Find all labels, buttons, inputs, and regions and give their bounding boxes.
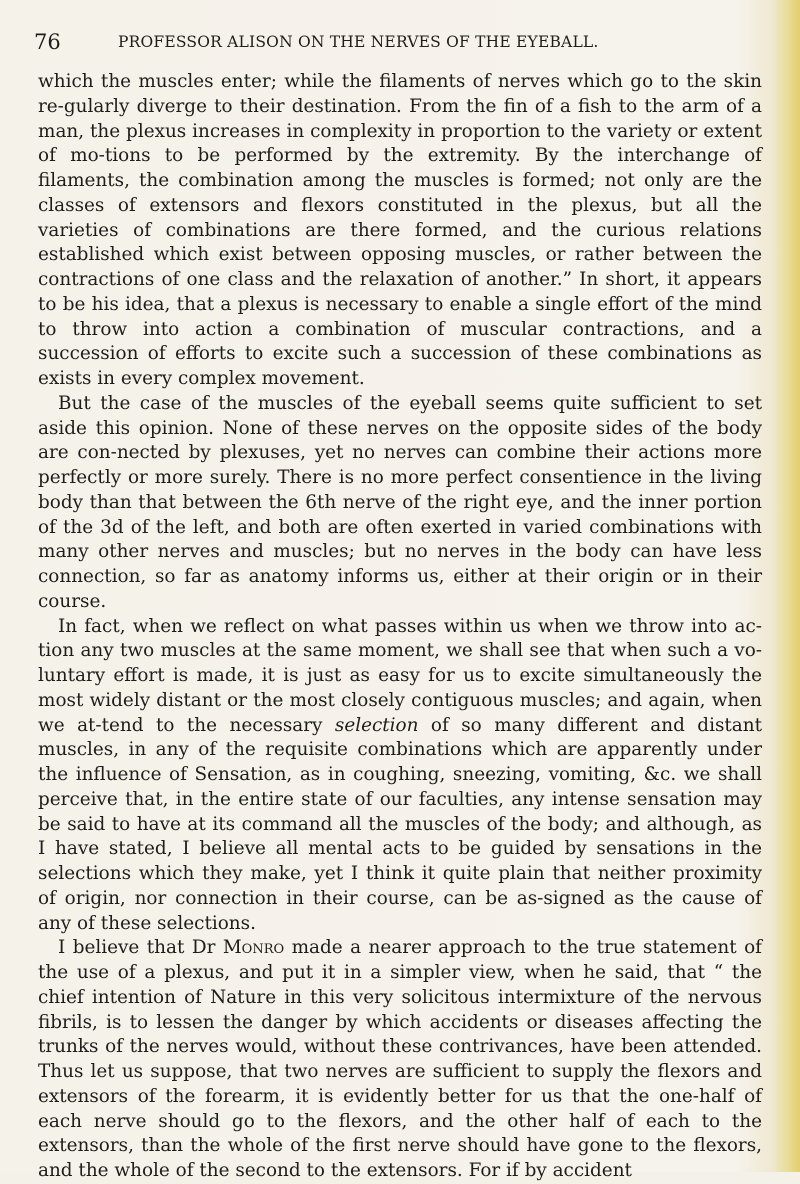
italic-selection: selection (334, 714, 419, 736)
paragraph-4-text-a: I believe that Dr (58, 937, 223, 959)
name-monro: Monro (222, 937, 285, 959)
paragraph-3-text-a: In fact, when we reflect on what passes within us when we throw into ac-tion any two muscles at the same moment, we shall see that when such a vo-luntary effort is made, it is just as easy for us to excite simultaneously the most widely distant or the most closely contiguous muscles; and again, when we at-tend to the necessary (38, 615, 762, 736)
page-number: 76 (34, 30, 61, 54)
page-edge-stain (772, 0, 800, 1172)
body-text (38, 70, 762, 1184)
page-header (34, 30, 774, 54)
paragraph-4 (38, 936, 762, 1184)
paragraph-3-text-b: of so many different and distant muscles, in any of the requisite combinations which are apparently under the influence of Sensation, as in coughing, sneezing, vomiting, &c. we shall perceive that, in the entire state of our faculties, any intense sensation may be said to have at its command all the muscles of the body; and although, as I have stated, I believe all mental acts to be guided by sensations in the selections which they make, yet I think it quite plain that neither proximity of origin, nor connection in their course, can be as-signed as the cause of any of these selections. (38, 714, 762, 934)
paragraph-4-text-b: made a nearer approach to the true statement of the use of a plexus, and put it in a simpler view, when he said, that “ the chief intention of Nature in this very solicitous intermixture of the nervous fibrils, is to lessen the danger by which accidents or diseases affecting the trunks of the nerves would, without these contrivances, have been attended. Thus let us suppose, that two nerves are sufficient to supply the flexors and extensors of the forearm, it is evidently better for us that the one-half of each nerve should go to the flexors, and the other half of each to the extensors, than the whole of the first nerve should have gone to the flexors, and the whole of the second to the extensors. For if by accident (38, 937, 762, 1181)
running-head: PROFESSOR ALISON ON THE NERVES OF THE EYEBALL. (118, 33, 599, 51)
paragraph-1: which the muscles enter; while the filaments of nerves which go to the skin re-gularly diverge to their destination. From the fin of a fish to the arm of a man, the plexus increases in complexity in proportion to the variety or extent of mo-tions to be performed by the extremity. By the interchange of filaments, the combination among the muscles is formed; not only are the classes of extensors and flexors constituted in the plexus, but all the varieties of combinations are there formed, and the curious relations established which exist between opposing muscles, or rather between the contractions of one class and the relaxation of another.” In short, it appears to be his idea, that a plexus is necessary to enable a single effort of the mind to throw into action a combination of muscular contractions, and a succession of efforts to excite such a succession of these combinations as exists in every complex movement. (38, 71, 762, 389)
paragraph-2: But the case of the muscles of the eyeball seems quite sufficient to set aside this opinion. None of these nerves on the opposite sides of the body are con-nected by plexuses, yet no nerves can combine their actions more perfectly or more surely. There is no more perfect consentience in the living body than that between the 6th nerve of the right eye, and the inner portion of the 3d of the left, and both are often exerted in varied combinations with many other nerves and muscles; but no nerves in the body can have less connection, so far as anatomy informs us, either at their origin or in their course. (38, 392, 762, 612)
paragraph-3 (38, 615, 762, 937)
